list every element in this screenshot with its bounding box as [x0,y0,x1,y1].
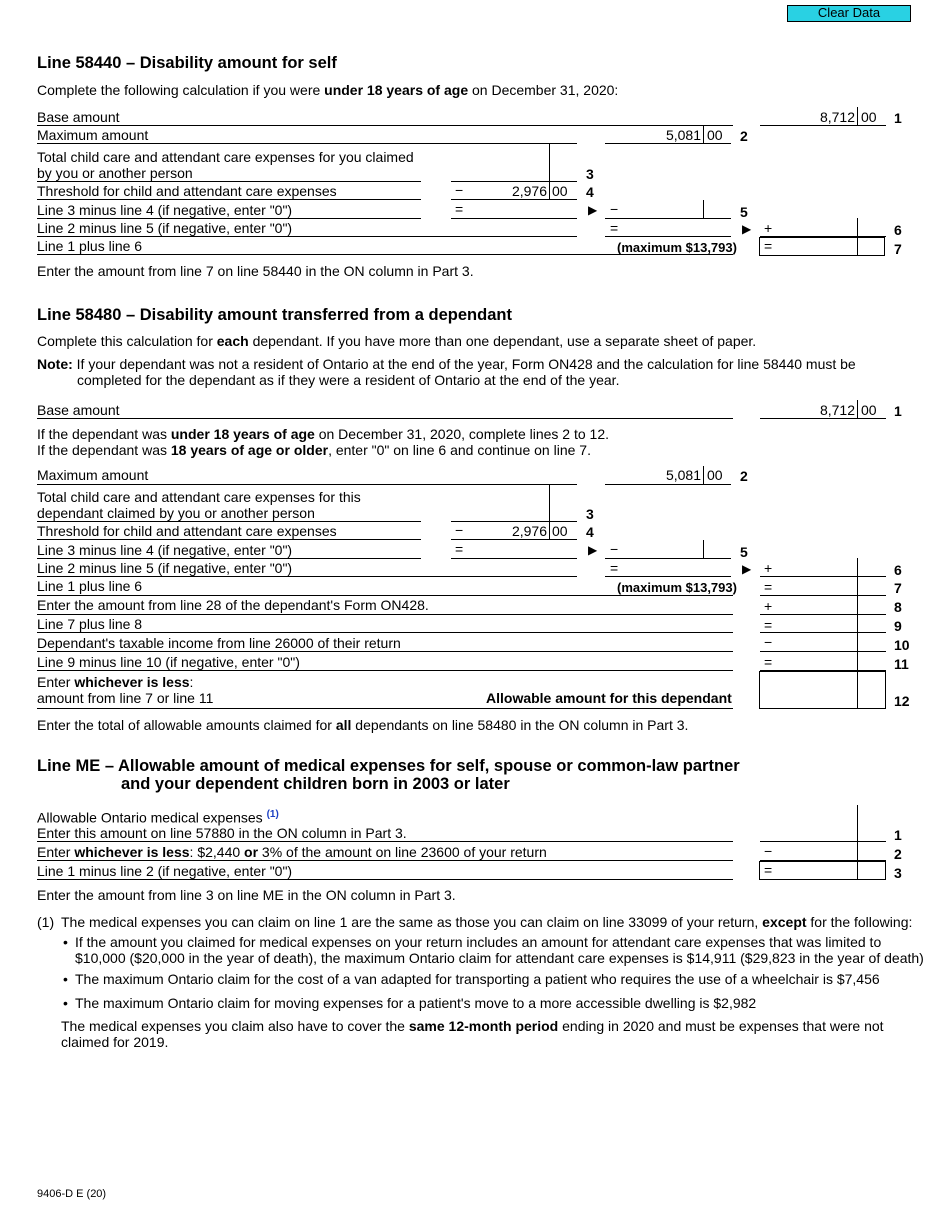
s2-l4-minus: − [455,522,464,538]
s2-l12-label-2: amount from line 7 or line 11 [37,690,214,706]
s2-intro: Complete this calculation for each dependant. If you have more than one dependant, use a separate sheet of paper. [37,333,757,349]
s3-l1-label-2: Enter this amount on line 57880 in the ON column in Part 3. [37,825,407,841]
footnote-bullet-1-line-2: $10,000 ($20,000 in the year of death), the maximum Ontario claim for attendant care expenses is $14,911 ($29,823 in the year of death) [75,950,924,966]
s2-line4-dollars: 2,976 [511,523,547,539]
s3-l2-minus: − [764,843,773,859]
s1-line-number-4: 4 [586,184,594,200]
s2-l11-eq: = [764,654,773,670]
s2-line-number-12: 12 [894,693,910,709]
s1-l6-eq: = [610,220,619,236]
s3-line-number-2: 2 [894,846,902,862]
s1-base-label: Base amount [37,109,120,125]
s1-max-note: (maximum $13,793) [617,240,737,255]
s3-line-number-3: 3 [894,865,902,881]
s1-l3-label-2: by you or another person [37,165,193,181]
s2-arrow-6: ▶ [742,562,752,576]
s1-l5-label: Line 3 minus line 4 (if negative, enter "0") [37,202,293,218]
s1-line3-field[interactable] [451,163,577,180]
s3-footer: Enter the amount from line 3 on line ME in the ON column in Part 3. [37,887,456,903]
s2-line1-cents: 00 [861,402,877,418]
s1-l4-minus: − [455,182,464,198]
s2-line1-dollars: 8,712 [819,402,855,418]
s2-line-number-10: 10 [894,637,910,653]
s3-line-number-1: 1 [894,827,902,843]
s2-l9-eq: = [764,617,773,633]
s1-l5-eq: = [455,201,464,217]
s1-line-number-3: 3 [586,166,594,182]
s1-arrow-5: ▶ [588,203,598,217]
s2-l5-label: Line 3 minus line 4 (if negative, enter "0") [37,542,293,558]
s1-line-number-2: 2 [740,128,748,144]
footnote-bullet-2: The maximum Ontario claim for the cost of a van adapted for transporting a patient who requires the use of a wheelchair is $7,456 [75,971,880,987]
s2-line5-field[interactable] [605,540,731,557]
s2-line8-field[interactable] [760,597,886,614]
s2-line10-field[interactable] [760,634,886,651]
s1-line-number-7: 7 [894,241,902,257]
s2-arrow-5: ▶ [588,543,598,557]
s1-l7-label: Line 1 plus line 6 [37,238,143,254]
clear-data-button[interactable]: Clear Data [787,5,911,22]
footnote-number: (1) [37,914,55,930]
s2-l5-eq: = [455,541,464,557]
footnote-ref-1[interactable]: (1) [266,809,279,820]
s1-l5-minus: − [610,201,619,217]
s1-line-number-5: 5 [740,204,748,220]
s3-l3-eq: = [764,862,773,878]
s1-line5-result-field[interactable] [605,219,731,236]
s2-line-number-1: 1 [894,403,902,419]
section-title-me: Line ME – Allowable amount of medical expenses for self, spouse or common-law partner [37,757,740,775]
s2-line7-field[interactable] [760,578,886,595]
s1-line2-dollars: 5,081 [665,127,701,143]
s3-l1-label: Allowable Ontario medical expenses $^{(1)}$ [37,809,279,826]
s2-l7-label: Line 1 plus line 6 [37,578,143,594]
s3-l3-label: Line 1 minus line 2 (if negative, enter "0") [37,863,293,879]
section-title-me-2: and your dependent children born in 2003 or later [121,775,510,793]
s2-note-2: completed for the dependant as if they were a resident of Ontario at the end of the year. [77,372,620,388]
footnote-paragraph-2: claimed for 2019. [61,1034,169,1050]
s2-line2-dollars: 5,081 [665,467,701,483]
s2-note-1: Note: If your dependant was not a resident of Ontario at the end of the year, Form ON428 and the calculation for line 58440 must be [37,356,856,372]
s2-l3-label-1: Total child care and attendant care expenses for this [37,489,361,505]
footnote-paragraph: The medical expenses you claim also have to cover the same 12-month period ending in 2020 and must be expenses that were not [61,1018,884,1034]
s2-footer: Enter the total of allowable amounts claimed for all dependants on line 58480 in the ON column in Part 3. [37,717,689,733]
section-title-58480: Line 58480 – Disability amount transferred from a dependant [37,306,512,324]
s2-line-number-6: 6 [894,562,902,578]
s2-line9-field[interactable] [760,615,886,632]
bullet-1: • [63,934,68,950]
footnote-bullet-1-line-1: If the amount you claimed for medical expenses on your return includes an amount for attendant care expenses that was limited to [75,934,882,950]
s1-l4-label: Threshold for child and attendant care expenses [37,183,337,199]
s3-l2-label: Enter whichever is less: $2,440 or 3% of the amount on line 23600 of your return [37,844,547,860]
section-title-58440: Line 58440 – Disability amount for self [37,54,337,72]
s1-l6-plus: + [764,220,773,236]
s1-arrow-6: ▶ [742,222,752,236]
s2-cond-1: If the dependant was under 18 years of age on December 31, 2020, complete lines 2 to 12. [37,426,610,442]
s2-line6-field[interactable] [760,559,886,576]
s1-l7-eq: = [764,238,773,254]
s2-line-number-4: 4 [586,524,594,540]
s2-l7-eq: = [764,579,773,595]
s2-l6-plus: + [764,560,773,576]
s2-l5-minus: − [610,541,619,557]
s3-line3-field[interactable] [759,861,886,880]
s2-line2-cents: 00 [707,467,723,483]
s2-l6-eq: = [610,560,619,576]
s2-base-label: Base amount [37,402,120,418]
s1-line5-field[interactable] [605,200,731,217]
s2-l12-label-1: Enter whichever is less: [37,674,194,690]
s2-l10-minus: − [764,634,773,650]
bullet-3: • [63,995,68,1011]
s2-line4-cents: 00 [552,523,568,539]
s2-allowable-label: Allowable amount for this dependant [486,690,732,706]
s2-line5-result-field[interactable] [605,559,731,576]
s1-line2-cents: 00 [707,127,723,143]
s2-l4-label: Threshold for child and attendant care expenses [37,523,337,539]
footnote-bullet-3: The maximum Ontario claim for moving expenses for a patient's move to a more accessible dwelling is $2,982 [75,995,757,1011]
s2-line3-field[interactable] [451,503,577,520]
s2-l8-label: Enter the amount from line 28 of the dependant's Form ON428. [37,597,429,613]
s1-l6-label: Line 2 minus line 5 (if negative, enter "0") [37,220,293,236]
s2-l9-label: Line 7 plus line 8 [37,616,143,632]
s3-line1-field[interactable] [760,823,886,840]
s1-line4-cents: 00 [552,183,568,199]
s2-l10-label: Dependant's taxable income from line 26000 of their return [37,635,401,651]
s1-line4-dollars: 2,976 [511,183,547,199]
s2-l8-plus: + [764,598,773,614]
s1-intro: Complete the following calculation if you were under 18 years of age on December 31, 2020: [37,82,619,98]
s2-line11-field[interactable] [760,653,886,670]
s2-max-note: (maximum $13,793) [617,580,737,595]
s1-line-number-6: 6 [894,222,902,238]
s2-max-label: Maximum amount [37,467,149,483]
s2-line-number-3: 3 [586,506,594,522]
s1-l3-label-1: Total child care and attendant care expenses for you claimed [37,149,414,165]
s1-max-label: Maximum amount [37,127,149,143]
footnote-text: The medical expenses you can claim on line 1 are the same as those you can claim on line 33099 of your return, except for the following: [61,914,913,930]
s1-footer: Enter the amount from line 7 on line 58440 in the ON column in Part 3. [37,263,474,279]
bullet-2: • [63,971,68,987]
s2-l6-label: Line 2 minus line 5 (if negative, enter "0") [37,560,293,576]
s1-line1-cents: 00 [861,109,877,125]
s2-line-number-5: 5 [740,544,748,560]
s1-line1-dollars: 8,712 [819,109,855,125]
s1-line7-field[interactable] [759,237,885,256]
s3-line2-field[interactable] [760,842,886,859]
s2-l3-label-2: dependant claimed by you or another person [37,505,315,521]
s2-line-number-9: 9 [894,618,902,634]
form-id: 9406-D E (20) [37,1188,107,1200]
s2-line-number-8: 8 [894,599,902,615]
s2-line12-field[interactable] [759,671,886,709]
s2-line-number-7: 7 [894,580,902,596]
s2-line-number-2: 2 [740,468,748,484]
s1-line6-field[interactable] [760,219,886,236]
s2-line4-result-field[interactable] [451,540,577,557]
s2-line-number-11: 11 [894,656,909,672]
s1-line4-result-field[interactable] [451,200,577,217]
s2-l11-label: Line 9 minus line 10 (if negative, enter "0") [37,654,300,670]
s1-line-number-1: 1 [894,110,902,126]
s2-cond-2: If the dependant was 18 years of age or older, enter "0" on line 6 and continue on line 7. [37,442,591,458]
